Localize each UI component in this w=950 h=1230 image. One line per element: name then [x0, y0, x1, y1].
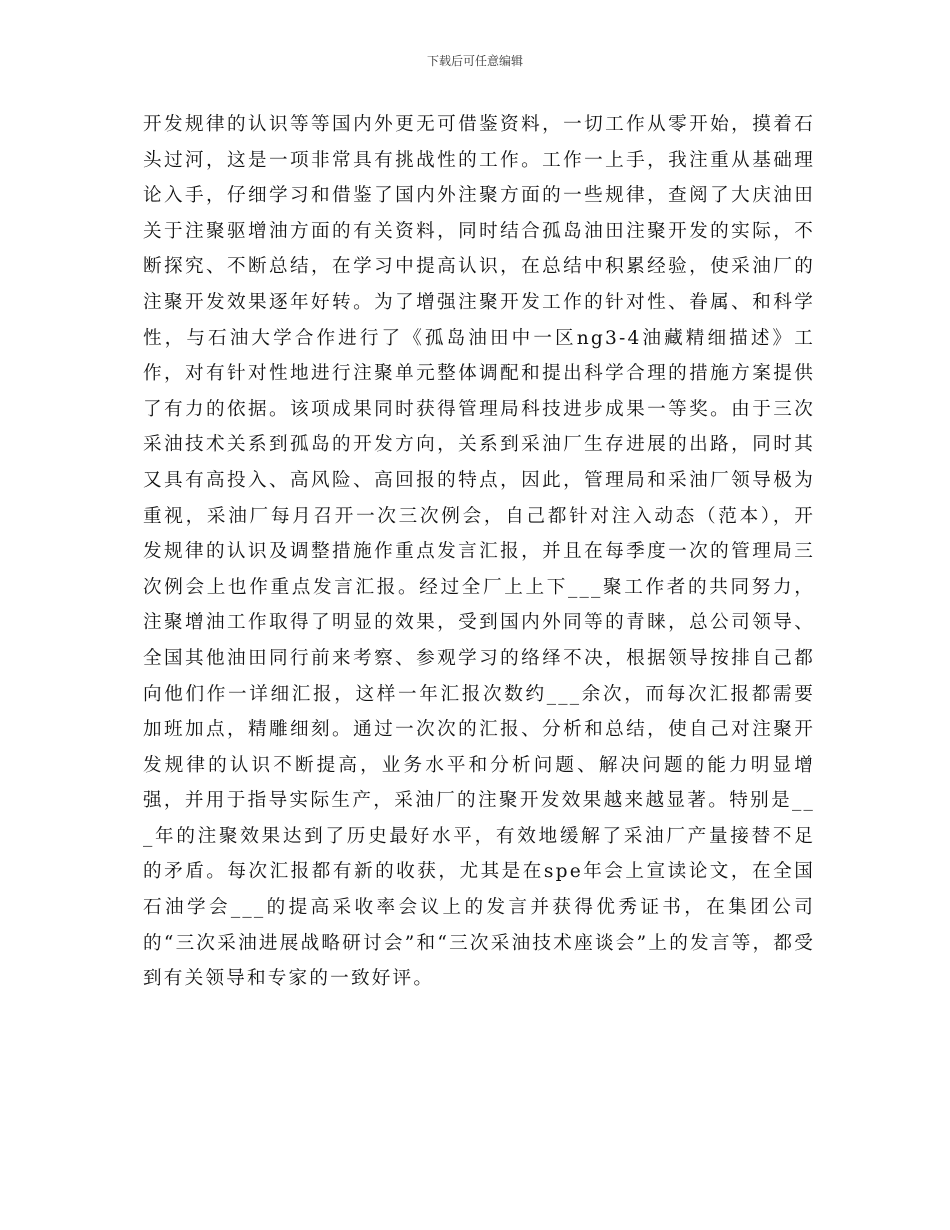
body-paragraph: 开发规律的认识等等国内外更无可借鉴资料，一切工作从零开始，摸着石头过河，这是一项非常具有挑战性的工作。工作一上手，我注重从基础理论入手，仔细学习和借鉴了国内外注聚方面的一些规律，查阅了大庆油田关于注聚驱增油方面的有关资料，同时结合孤岛油田注聚开发的实际，不断探究、不断总结，在学习中提高认识，在总结中积累经验，使采油厂的注聚开发效果逐年好转。为了增强注聚开发工作的针对性、眷属、和科学性，与石油大学合作进行了《孤岛油田中一区ng3-4油藏精细描述》工作，对有针对性地进行注聚单元整体调配和提出科学合理的措施方案提供了有力的依据。该项成果同时获得管理局科技进步成果一等奖。由于三次采油技术关系到孤岛的开发方向，关系到采油厂生存进展的出路，同时其又具有高投入、高风险、高回报的特点，因此，管理局和采油厂领导极为重视，采油厂每月召开一次三次例会，自己都针对注入动态（范本），开发规律的认识及调整措施作重点发言汇报，并且在每季度一次的管理局三次例会上也作重点发言汇报。经过全厂上上下___聚工作者的共同努力，注聚增油工作取得了明显的效果，受到国内外同等的青睐，总公司领导、全国其他油田同行前来考察、参观学习的络绎不决，根据领导按排自己都向他们作一详细汇报，这样一年汇报次数约___余次，而每次汇报都需要加班加点，精雕细刻。通过一次次的汇报、分析和总结，使自己对注聚开发规律的认识不断提高，业务水平和分析问题、解决问题的能力明显增强，并用于指导实际生产，采油厂的注聚开发效果越来越显著。特别是___年的注聚效果达到了历史最好水平，有效地缓解了采油厂产量接替不足的矛盾。每次汇报都有新的收获，尤其是在spe年会上宣读论文，在全国石油学会___的提高采收率会议上的发言并获得优秀证书，在集团公司的“三次采油进展战略研讨会”和“三次采油技术座谈会”上的发言等，都受到有关领导和专家的一致好评。 [143, 114, 815, 990]
page-header-note: 下载后可任意编辑 [426, 54, 523, 68]
